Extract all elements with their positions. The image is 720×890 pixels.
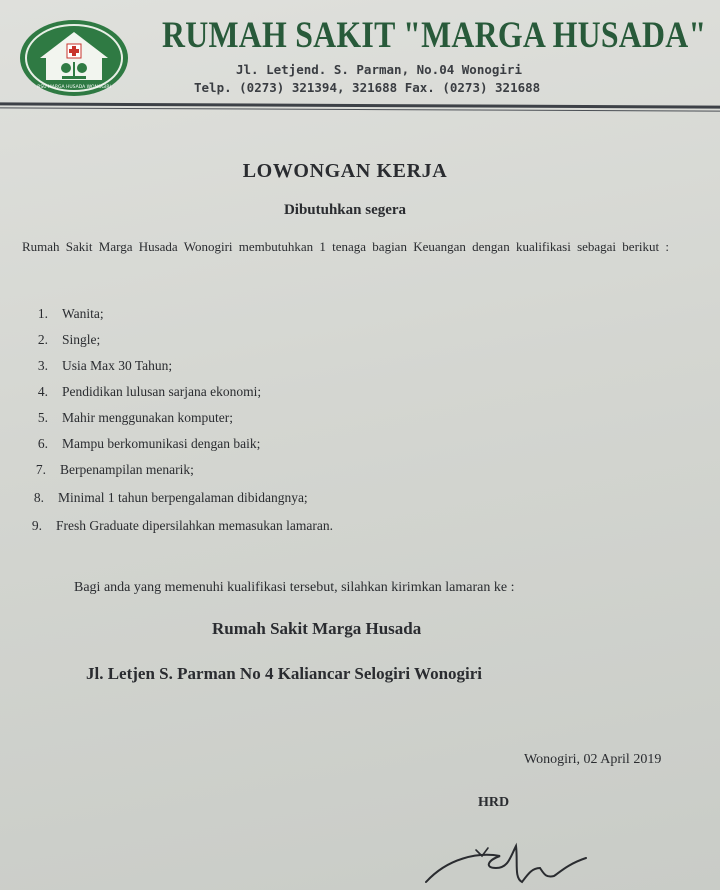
hospital-name: RUMAH SAKIT "MARGA HUSADA" [162, 15, 707, 56]
list-item: 8. Minimal 1 tahun berpengalaman dibidangnya; [33, 490, 308, 505]
recipient-name: Rumah Sakit Marga Husada [212, 619, 422, 638]
closing-sentence: Bagi anda yang memenuhi kualifikasi tersebut, silahkan kirimkan lamaran ke : [74, 580, 515, 595]
letter-subtitle: Dibutuhkan segera [283, 202, 407, 218]
list-item: 1. Wanita; [37, 306, 104, 321]
svg-text:RSU MARGA HUSADA WONOGIRI: RSU MARGA HUSADA WONOGIRI [37, 85, 111, 90]
list-item: 3. Usia Max 30 Tahun; [37, 358, 173, 373]
list-item: 5. Mahir menggunakan komputer; [37, 410, 233, 425]
hospital-logo [18, 18, 130, 98]
hospital-phone: Telp. (0273) 321394, 321688 Fax. (0273) 321688 [194, 80, 541, 95]
letter-date: Wonogiri, 02 April 2019 [524, 752, 662, 767]
hospital-address: Jl. Letjend. S. Parman, No.04 Wonogiri [236, 62, 522, 77]
letter-title: LOWONGAN KERJA [242, 160, 448, 182]
recipient-address: Jl. Letjen S. Parman No 4 Kaliancar Selogiri Wonogiri [86, 664, 483, 683]
signer-title: HRD [478, 795, 510, 810]
list-item: 6. Mampu berkomunikasi dengan baik; [37, 436, 261, 451]
signature [418, 838, 618, 890]
intro-paragraph: Rumah Sakit Marga Husada Wonogiri membutuhkan 1 tenaga bagian Keuangan dengan kualifikasi sebagai berikut : [22, 239, 669, 254]
list-item: 2. Single; [37, 332, 101, 347]
list-item: 9. Fresh Graduate dipersilahkan memasukan lamaran. [31, 518, 334, 533]
list-item: 7. Berpenampilan menarik; [35, 462, 194, 477]
list-item: 4. Pendidikan lulusan sarjana ekonomi; [37, 384, 262, 399]
